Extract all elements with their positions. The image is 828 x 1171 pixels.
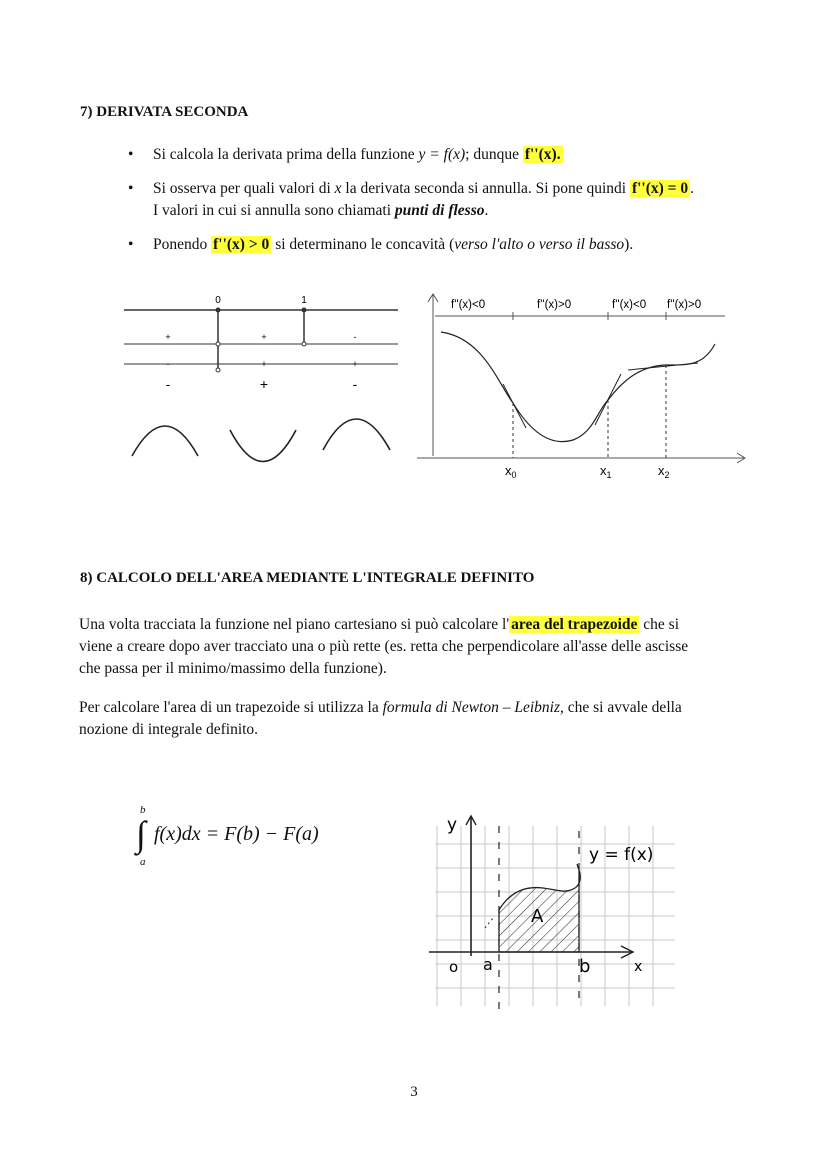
integral-upper-limit: b [140, 804, 146, 816]
integral-expression: f(x)dx = F(b) − F(a) [154, 823, 319, 845]
curve-label: y = f(x) [589, 845, 654, 865]
paragraph-area: Una volta tracciata la funzione nel piano cartesiano si può calcolare l' area del trapezoide che si viene a creare dopo aver tracciato una o più rette (es. retta che perpendicolare all'asse delle ascisse che passa per il minimo/massimo della funzione). [79, 616, 689, 677]
sign-row1-cell: + [165, 332, 171, 342]
sign-result-cell: - [352, 376, 358, 392]
interval-label: f''(x)<0 [451, 299, 486, 311]
sign-row2-cell: - [166, 359, 170, 369]
x-axis-label: x [634, 959, 643, 975]
sign-chart-open-point [302, 342, 306, 346]
sign-chart-label-0: 0 [215, 295, 221, 306]
integral-sign: ∫ [136, 814, 146, 854]
newton-leibniz-term: formula di Newton – Leibniz [382, 699, 561, 716]
interval-label: f''(x)<0 [612, 299, 647, 311]
b-label: b [579, 956, 591, 977]
bullet-dot: • [128, 146, 134, 163]
interval-label: f''(x)>0 [667, 299, 702, 311]
curve-dashed-start [485, 918, 493, 928]
sign-result-cell: + [259, 376, 269, 392]
a-label: a [483, 955, 493, 974]
integral-formula [136, 804, 396, 874]
tangent-line [595, 374, 621, 425]
concavity-graph [413, 288, 751, 488]
sign-chart [118, 288, 408, 473]
sign-chart-point-0 [216, 308, 221, 313]
sign-row1-cell: + [261, 332, 267, 342]
sign-chart-point-1 [302, 308, 307, 313]
bullet-dot: • [128, 236, 134, 253]
sign-result-cell: - [165, 376, 171, 392]
integral-lower-limit: a [140, 856, 146, 868]
y-axis-label: y [447, 815, 458, 835]
sign-row1-cell: - [353, 332, 357, 342]
inflection-points-term: punti di flesso [394, 202, 485, 219]
highlight-second-derivative: f''(x). [524, 146, 561, 163]
area-sketch [425, 806, 687, 1018]
concave-down-arc [132, 426, 198, 456]
sign-row2-cell: + [261, 359, 267, 369]
function-curve [441, 332, 715, 442]
section-8-title: 8) CALCOLO DELL'AREA MEDIANTE L'INTEGRALE DEFINITO [80, 570, 535, 586]
point-label-x1: $x_1$ [600, 463, 612, 480]
concave-down-arc [323, 419, 390, 450]
tangent-line [503, 384, 526, 428]
highlight-equals-zero: f''(x) = 0 [631, 180, 689, 197]
sign-chart-open-point [216, 342, 220, 346]
sign-chart-label-1: 1 [301, 295, 307, 306]
highlight-trapezoid-area: area del trapezoide [511, 616, 638, 633]
point-label-x2: $x_2$ [658, 463, 670, 480]
origin-label: o [449, 958, 459, 976]
sign-chart-open-point [216, 368, 220, 372]
highlight-greater-zero: f''(x) > 0 [213, 236, 270, 253]
bullet-dot: • [128, 180, 134, 197]
section-7-title: 7) DERIVATA SECONDA [80, 104, 249, 120]
paragraph-newton-leibniz: Per calcolare l'area di un trapezoide si utilizza la formula di Newton – Leibniz, che si avvale della nozione di integrale definito. [79, 699, 682, 738]
area-label: A [531, 906, 544, 927]
page-number: 3 [410, 1084, 418, 1100]
sign-row2-cell: + [352, 359, 358, 369]
tangent-line [628, 363, 698, 370]
point-label-x0: $x_0$ [505, 463, 517, 480]
concave-up-arc [230, 430, 296, 462]
interval-label: f''(x)>0 [537, 299, 572, 311]
